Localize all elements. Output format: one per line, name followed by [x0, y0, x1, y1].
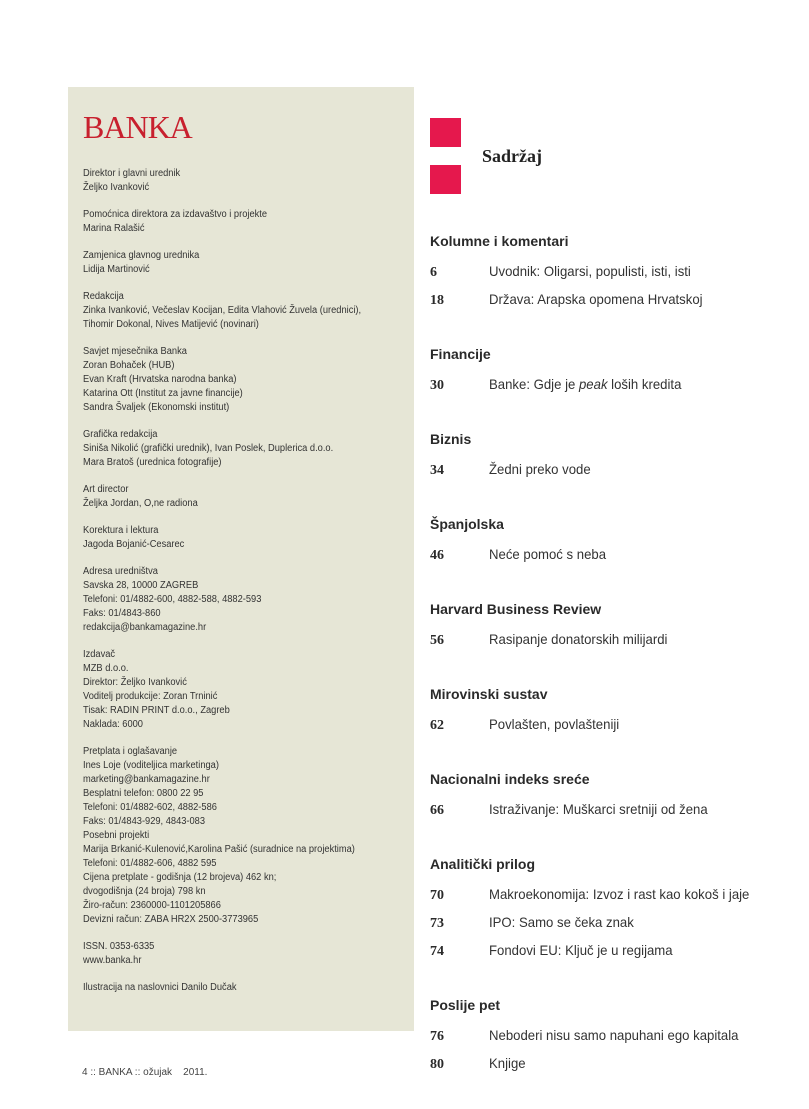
masthead-line: Voditelj produkcije: Zoran Trninić [83, 691, 218, 702]
masthead-line: Jagoda Bojanić-Cesarec [83, 539, 185, 550]
toc-page-number: 56 [430, 633, 444, 648]
masthead-section [83, 249, 400, 277]
toc-page-number: 34 [430, 463, 444, 478]
toc-entry-title: IPO: Samo se čeka znak [489, 914, 634, 930]
masthead-line: Siniša Nikolić (grafički urednik), Ivan Poslek, Duplerica d.o.o. [83, 443, 334, 454]
toc-title-part: loših kredita [607, 376, 682, 392]
toc-entry-title [489, 371, 681, 398]
masthead-section [83, 648, 400, 732]
masthead-line: Faks: 01/4843-860 [83, 608, 161, 619]
masthead-sections [83, 167, 400, 995]
masthead-section [83, 565, 400, 635]
accent-square-bottom [430, 165, 461, 194]
masthead-section [83, 290, 400, 332]
toc-page-number: 76 [430, 1029, 444, 1044]
toc-entry[interactable] [430, 711, 790, 739]
toc-entry[interactable] [430, 456, 790, 484]
masthead-section-heading: Direktor i glavni urednik [83, 168, 181, 179]
toc-page-number: 18 [430, 293, 444, 308]
toc-section-heading: Mirovinski sustav [430, 686, 548, 702]
contents-title: Sadržaj [482, 146, 542, 166]
toc-entry-title: Makroekonomija: Izvoz i rast kao kokoš i jaje [489, 886, 750, 902]
toc-page-number: 6 [430, 265, 437, 280]
toc-entry[interactable] [430, 626, 790, 654]
toc-entry[interactable] [430, 541, 790, 569]
masthead-section-heading: Grafička redakcija [83, 429, 158, 440]
toc-page-number: 62 [430, 718, 444, 733]
toc-title-part: Banke: Gdje je [489, 376, 579, 392]
masthead-section-heading: Adresa uredništva [83, 566, 158, 577]
toc-page-number: 80 [430, 1057, 444, 1072]
toc-section-heading: Kolumne i komentari [430, 233, 569, 249]
toc-section-heading: Analitički prilog [430, 856, 536, 872]
toc-entry-title: Uvodnik: Oligarsi, populisti, isti, isti [489, 263, 691, 279]
page-footer: 4 :: BANKA :: ožujak 2011. [82, 1067, 208, 1078]
masthead-line: Tisak: RADIN PRINT d.o.o., Zagreb [83, 705, 230, 716]
masthead-line: Željko Ivanković [83, 182, 150, 193]
toc-entry-title: Povlašten, povlašteniji [489, 716, 620, 732]
masthead-section-heading: Pomoćnica direktora za izdavaštvo i projekte [83, 209, 268, 220]
masthead-section-heading: Pretplata i oglašavanje [83, 746, 178, 757]
masthead-line: Evan Kraft (Hrvatska narodna banka) [83, 374, 237, 385]
masthead-line: Savska 28, 10000 ZAGREB [83, 580, 199, 591]
toc-page-number: 73 [430, 916, 444, 931]
masthead-section-heading: Ilustracija na naslovnici Danilo Dučak [83, 982, 237, 993]
masthead-section-heading: Art director [83, 484, 129, 495]
masthead-line: Sandra Švaljek (Ekonomski institut) [83, 402, 230, 413]
masthead-line: Direktor: Željko Ivanković [83, 677, 187, 688]
masthead-section [83, 483, 400, 511]
banka-logo: BANKA [83, 109, 192, 145]
masthead-section-heading: ISSN. 0353-6335 [83, 941, 155, 952]
masthead-line: Telefoni: 01/4882-602, 4882-586 [83, 802, 217, 813]
masthead-line: Lidija Martinović [83, 264, 150, 275]
masthead-section-heading: Izdavač [83, 649, 116, 660]
masthead-section [83, 940, 400, 968]
toc-entry-title: Rasipanje donatorskih milijardi [489, 631, 668, 647]
masthead-section [83, 981, 400, 995]
toc-entry[interactable] [430, 1022, 790, 1050]
masthead-line: MZB d.o.o. [83, 663, 129, 674]
toc-section [430, 685, 790, 739]
masthead-line: Marija Brkanić-Kulenović,Karolina Pašić (suradnice na projektima) [83, 844, 355, 855]
toc-page-number: 74 [430, 944, 444, 959]
masthead-section [83, 167, 400, 195]
masthead-section [83, 745, 400, 927]
masthead-line: Faks: 01/4843-929, 4843-083 [83, 816, 206, 827]
masthead-line: dvogodišnja (24 broja) 798 kn [83, 886, 206, 897]
toc-entry[interactable] [430, 258, 790, 286]
toc-title-emphasis: peak [578, 376, 608, 392]
masthead-section [83, 524, 400, 552]
masthead-section-heading: Savjet mjesečnika Banka [83, 346, 187, 357]
toc-section [430, 600, 790, 654]
masthead-section-heading: Zamjenica glavnog urednika [83, 250, 200, 261]
toc-section [430, 232, 790, 314]
masthead-line: Žiro-račun: 2360000-1101205866 [83, 900, 221, 911]
toc-entry[interactable] [430, 371, 790, 399]
toc-section-heading: Nacionalni indeks sreće [430, 771, 590, 787]
masthead-section [83, 208, 400, 236]
masthead-line: Besplatni telefon: 0800 22 95 [83, 788, 204, 799]
masthead-line: Naklada: 6000 [83, 719, 143, 730]
masthead-line: Telefoni: 01/4882-606, 4882 595 [83, 858, 217, 869]
masthead-section-heading: Korektura i lektura [83, 525, 159, 536]
toc-entry-title: Država: Arapska opomena Hrvatskoj [489, 291, 703, 307]
toc-entry[interactable] [430, 937, 790, 965]
toc-entry-title: Žedni preko vode [489, 461, 591, 477]
toc-entry-title: Neboderi nisu samo napuhani ego kapitala [489, 1027, 739, 1043]
masthead-line: Cijena pretplate - godišnja (12 brojeva) 462 kn; [83, 872, 277, 883]
toc-entry[interactable] [430, 1050, 790, 1078]
masthead-line: Telefoni: 01/4882-600, 4882-588, 4882-593 [83, 594, 262, 605]
masthead-line: Posebni projekti [83, 830, 150, 841]
masthead-line: Katarina Ott (Institut za javne financije) [83, 388, 243, 399]
masthead-section [83, 345, 400, 415]
toc-entry-title: Knjige [489, 1055, 526, 1071]
toc-section [430, 770, 790, 824]
masthead-section-heading: Redakcija [83, 291, 124, 302]
masthead-line: Zoran Bohaček (HUB) [83, 360, 175, 371]
toc-section [430, 996, 790, 1078]
toc-section-heading: Španjolska [430, 516, 504, 532]
masthead-line: marketing@bankamagazine.hr [83, 774, 210, 785]
toc-section-heading: Harvard Business Review [430, 601, 602, 617]
toc-entry[interactable] [430, 909, 790, 937]
toc-section [430, 345, 790, 399]
accent-square-top [430, 118, 461, 147]
masthead-section [83, 428, 400, 470]
masthead-line: Ines Loje (voditeljica marketinga) [83, 760, 219, 771]
table-of-contents [430, 232, 790, 1109]
masthead-line: Tihomir Dokonal, Nives Matijević (novinari) [83, 319, 259, 330]
toc-page-number: 66 [430, 803, 444, 818]
toc-entry[interactable] [430, 881, 790, 909]
toc-section-heading: Biznis [430, 431, 472, 447]
toc-section [430, 430, 790, 484]
toc-section [430, 515, 790, 569]
masthead-line: www.banka.hr [83, 955, 142, 966]
masthead-line: Marina Ralašić [83, 223, 145, 234]
toc-page-number: 70 [430, 888, 444, 903]
toc-section-heading: Poslije pet [430, 997, 501, 1013]
masthead-line: Mara Bratoš (urednica fotografije) [83, 457, 222, 468]
masthead-line: Devizni račun: ZABA HR2X 2500-3773965 [83, 914, 259, 925]
toc-entry-title: Istraživanje: Muškarci sretniji od žena [489, 801, 708, 817]
toc-entry[interactable] [430, 796, 790, 824]
toc-entry-title: Fondovi EU: Ključ je u regijama [489, 942, 673, 958]
toc-page-number: 46 [430, 548, 444, 563]
toc-entry-title: Neće pomoć s neba [489, 546, 607, 562]
masthead-line: Zinka Ivanković, Večeslav Kocijan, Edita Vlahović Žuvela (urednici), [83, 305, 362, 316]
toc-section-heading: Financije [430, 346, 491, 362]
masthead-panel [68, 87, 414, 1031]
toc-page-number: 30 [430, 378, 444, 393]
masthead-line: redakcija@bankamagazine.hr [83, 622, 207, 633]
toc-section [430, 855, 790, 965]
toc-entry[interactable] [430, 286, 790, 314]
masthead-line: Željka Jordan, O,ne radiona [83, 498, 198, 509]
